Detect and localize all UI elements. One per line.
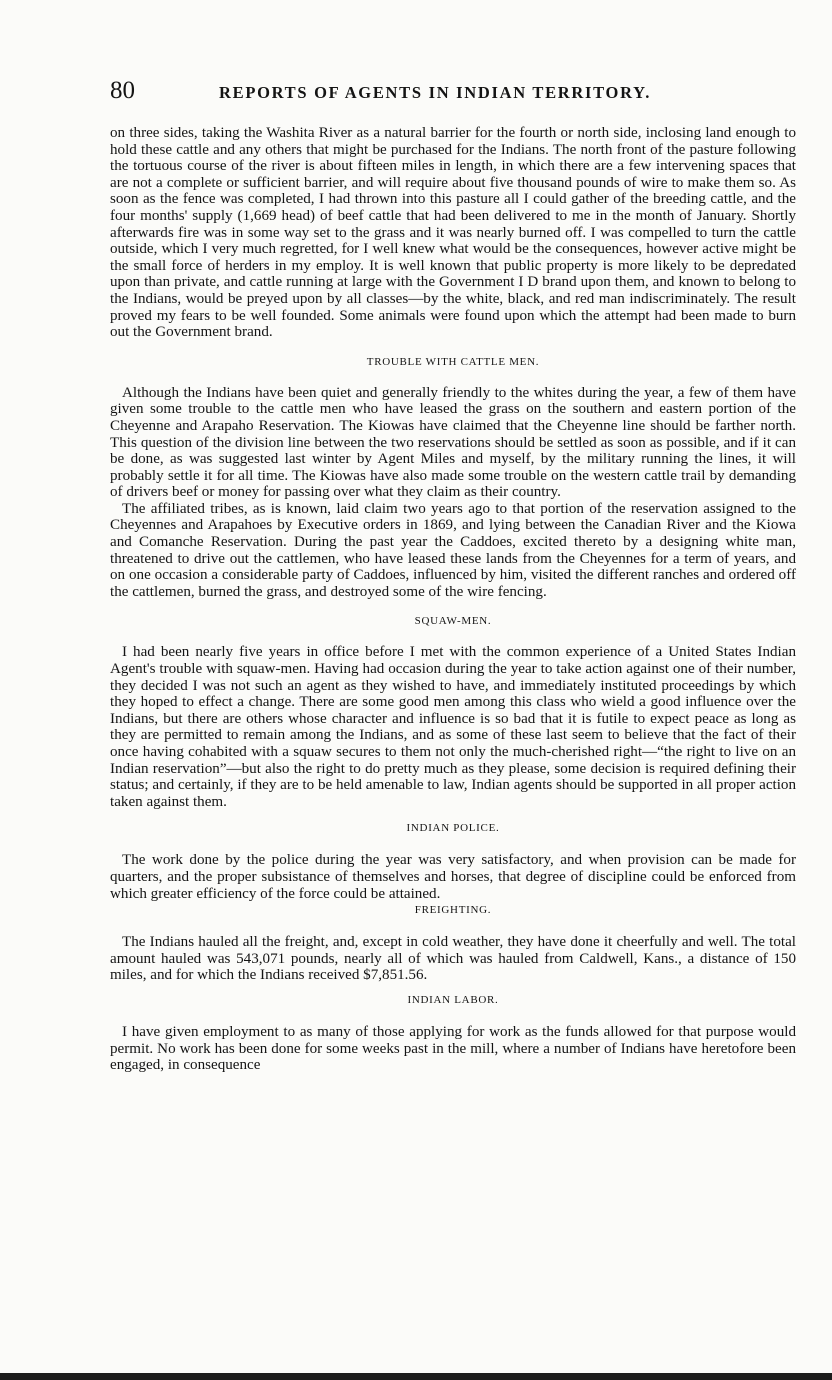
page-number: 80 (110, 77, 135, 104)
paragraph-trouble-2: The affiliated tribes, as is known, laid claim two years ago to that portion of the reservation assigned to the Cheyennes and Arapahoes by Executive orders in 1869, and lying between the Canadian River and the Kiowa and Comanche Reservation. During the past year the Caddoes, excited thereto by a designing white man, threatened to drive out the cattlemen, who have leased these lands from the Cheyennes for a term of years, and on one occasion a considerable party of Caddoes, influenced by him, visited the different ranches and ordered off the cattlemen, burned the grass, and destroyed some of the wire fencing. (110, 500, 796, 600)
paragraph-indian-police: The work done by the police during the year was very satisfactory, and when provision can be made for quarters, and the proper subsistance of themselves and horses, that degree of discipline could be enforced from which greater efficiency of the force could be attained. (110, 852, 796, 902)
paragraph-trouble-1: Although the Indians have been quiet and generally friendly to the whites during the year, a few of them have given some trouble to the cattle men who have leased the grass on the southern and eastern portion of the Cheyenne and Arapaho Reservation. The Kiowas have claimed that the Cheyenne line should be farther north. This question of the division line between the two reservations should be settled as soon as possible, and if it can be done, as was suggested last winter by Agent Miles and myself, by the military running the lines, it will probably settle it for all time. The Kiowas have also made some trouble on the western cattle trail by demanding of drivers beef or money for passing over what they claim as their country. (110, 384, 796, 501)
running-head: REPORTS OF AGENTS IN INDIAN TERRITORY. (219, 83, 652, 102)
paragraph-squaw-men: I had been nearly five years in office before I met with the common experience of a United States Indian Agent's trouble with squaw-men. Having had occasion during the year to take action against one of their number, they decided I was not such an agent as they wished to have, and immediately instituted proceedings by which they hoped to effect a change. There are some good men among this class who wield a good influence over the Indians, but there are others whose character and influence is so bad that it is futile to expect peace as long as they are permitted to remain among the Indians, and as some of these last seem to believe that the fact of their once having cohabited with a squaw secures to them not only the much-cherished right—“the right to live on an Indian reservation”—but also the right to do pretty much as they please, some decision is required defining their status; and certainly, if they are to be held amenable to law, Indian agents should be supported in all proper action taken against them. (110, 644, 796, 810)
section-heading-indian-police: INDIAN POLICE. (406, 822, 500, 835)
section-heading-squaw-men: SQUAW-MEN. (414, 615, 492, 628)
paragraph-freighting: The Indians hauled all the freight, and, except in cold weather, they have done it cheerfully and well. The total amount hauled was 543,071 pounds, nearly all of which was hauled from Caldwell, Kans., a distance of 150 miles, and for which the Indians received $7,851.56. (110, 934, 796, 984)
paragraph-indian-labor: I have given employment to as many of those applying for work as the funds allowed for that purpose would permit. No work has been done for some weeks past in the mill, where a number of Indians have heretofore been engaged, in consequence (110, 1023, 796, 1074)
section-heading-trouble-with-cattle-men: TROUBLE WITH CATTLE MEN. (366, 355, 540, 368)
page-bottom-edge (0, 1373, 832, 1380)
section-heading-indian-labor: INDIAN LABOR. (407, 993, 499, 1006)
page-header (110, 76, 800, 110)
paragraph-continued: on three sides, taking the Washita River as a natural barrier for the fourth or north side, inclosing land enough to hold these cattle and any others that might be purchased for the Indians. The north front of the pasture following the tortuous course of the river is about fifteen miles in length, in which there are a few intervening spaces that are not a complete or sufficient barrier, and will require about five thousand pounds of wire to make them so. As soon as the fence was completed, I had thrown into this pasture all I could gather of the breeding cattle, and the four months' supply (1,669 head) of beef cattle that had been delivered to me in the month of January. Shortly afterwards fire was in some way set to the grass and it was nearly burned off. I was compelled to turn the cattle outside, which I very much regretted, for I well knew what would be the consequences, however active might be the small force of herders in my employ. It is well known that public property is more likely to be depredated upon than private, and cattle running at large with the Government I D brand upon them, and known to belong to the Indians, would be preyed upon by all classes—by the white, black, and red man indiscriminately. The result proved my fears to be well founded. Some animals were found upon which the attempt had been made to burn out the Government brand. (110, 125, 796, 341)
body-text (110, 125, 796, 1074)
section-heading-freighting: FREIGHTING. (414, 904, 492, 917)
